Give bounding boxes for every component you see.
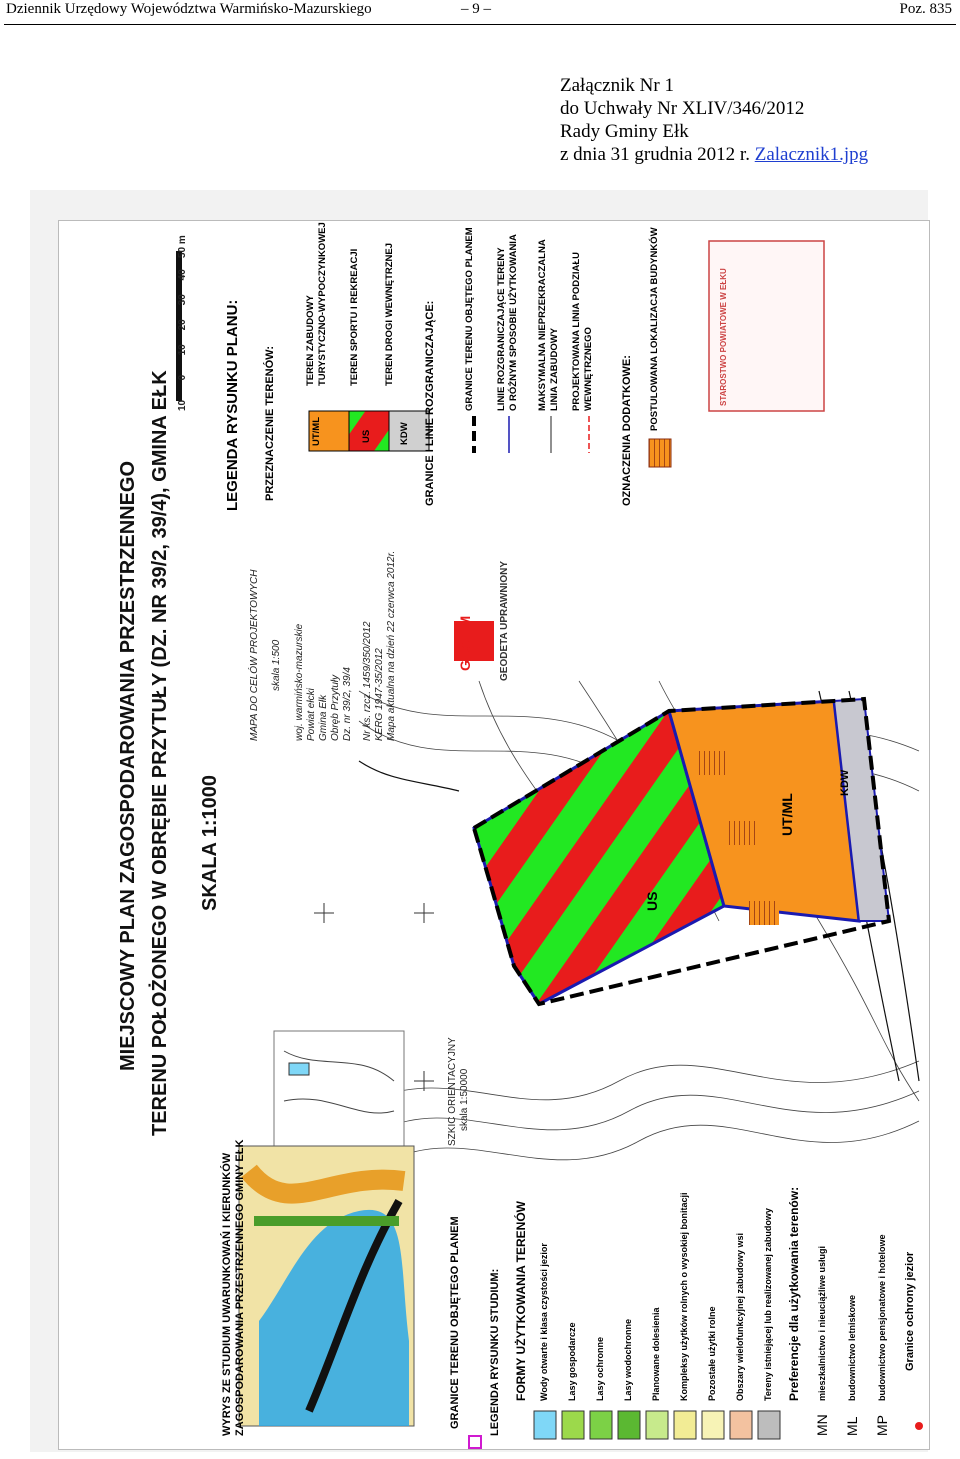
annex-line-4 — [560, 143, 868, 166]
building-location-1 — [699, 751, 729, 775]
annex-date: z dnia 31 grudnia 2012 r. — [560, 144, 750, 165]
building-location-3 — [749, 901, 779, 925]
study-item-9: Tereny istniejącej lub realizowanej zabudowy — [763, 1208, 773, 1401]
legend-us-text: TEREN SPORTU I REKREACJI — [349, 248, 360, 386]
map-scale: SKALA 1:1000 — [199, 775, 221, 911]
annex-line-3: Rady Gminy Ełk — [560, 121, 689, 142]
legend-building-swatch — [649, 439, 671, 467]
legend-boundary-text: GRANICE TERENU OBJĘTEGO PLANEM — [464, 227, 475, 411]
page-header — [4, 0, 956, 24]
base-map-scale: skala 1:500 — [271, 639, 282, 691]
base-map-line-5: Dz. nr 39/2, 39/4 — [342, 667, 353, 741]
study-item-2: Lasy gospodarcze — [567, 1322, 577, 1401]
scale-tick-label: 0 — [177, 374, 188, 381]
annex-heading — [560, 74, 868, 166]
position-number: Poz. 835 — [899, 1, 952, 17]
study-title-2: ZAGOSPODAROWANIA PRZESTRZENNEGO GMINY EŁK — [234, 1139, 246, 1436]
study-pref-text-ml: budownictwo letniskowe — [847, 1294, 857, 1401]
legend-utml-text-2: TURYSTYCZNO-WYPOCZYNKOWEJ — [317, 222, 328, 386]
study-pref-code-ml: ML — [844, 1416, 860, 1436]
study-pref-title: Preferencje dla użytkowania terenów: — [787, 1186, 801, 1401]
legend-kdw-text: TEREN DROGI WEWNĘTRZNEJ — [384, 242, 395, 386]
legend-division-text-2: O RÓŻNYM SPOSOBIE UŻYTKOWANIA — [508, 234, 519, 411]
base-map-line-4: Obręb Przytuły — [330, 674, 341, 741]
study-pref-code-mn: MN — [814, 1414, 830, 1436]
study-legend-swatches — [534, 1411, 923, 1439]
page-number: – 9 – — [461, 1, 491, 17]
zone-kdw-label: KDW — [839, 769, 851, 796]
stamp-title: STAROSTWO POWIATOWE W EŁKU — [719, 268, 728, 406]
legend-purpose-heading: PRZEZNACZENIE TERENÓW: — [264, 345, 276, 501]
building-location-2 — [729, 821, 759, 845]
scale-tick-label: 30 — [177, 294, 188, 306]
scale-tick-label: 10 — [177, 399, 188, 411]
base-map-note: MAPA DO CELÓW PROJEKTOWYCH — [249, 569, 260, 741]
legend-internal-line-text-1: PROJEKTOWANA LINIA PODZIAŁU — [571, 251, 582, 411]
attachment-link[interactable]: Zalacznik1.jpg — [754, 144, 869, 165]
map-title-line-1: MIEJSCOWY PLAN ZAGOSPODAROWANIA PRZESTRZENNEGO — [117, 460, 139, 1071]
inset-sketch — [274, 1031, 404, 1156]
study-item-8: Obszary wielofunkcyjnej zabudowy wsi — [735, 1232, 745, 1401]
legend-building-location-text: POSTULOWANA LOKALIZACJA BUDYNKÓW — [649, 227, 660, 431]
legend-lines-heading: GRANICE I LINIE ROZGRANICZAJĄCE: — [424, 300, 436, 506]
legend-title: LEGENDA RYSUNKU PLANU: — [224, 299, 241, 511]
study-item-5: Planowane dolesienia — [651, 1307, 661, 1401]
plan-map-image — [30, 190, 928, 1452]
legend-kdw-code: KDW — [399, 422, 410, 445]
study-pref-text-mp: budownictwo pensjonatowe i hotelowe — [877, 1234, 887, 1401]
scale-bar-labels — [177, 235, 188, 411]
study-title-1: WYRYS ZE STUDIUM UWARUNKOWAŃ I KIERUNKÓW — [221, 1152, 233, 1436]
annex-line-1: Załącznik Nr 1 — [560, 75, 674, 96]
study-pref-text-mn: mieszkalnictwo i nieuciążliwe usługi — [817, 1245, 827, 1401]
base-map-line-3: Gmina Ełk — [318, 694, 329, 741]
base-map-id-3: Mapa aktualna na dzień 22 czerwca 2012r. — [386, 550, 397, 741]
scale-tick-label: 40 — [177, 269, 188, 281]
inset-scale: skala 1:50000 — [459, 1068, 470, 1131]
scale-tick-label: 50 m — [177, 235, 188, 259]
legend-division-text-1: LINIE ROZGRANICZAJĄCE TERENY — [496, 247, 507, 411]
geotim-name: GEOTIM — [457, 615, 473, 671]
study-item-4: Lasy wodochronne — [623, 1318, 633, 1401]
header-rule — [4, 24, 956, 25]
journal-name: Dziennik Urzędowy Województwa Warmińsko-Mazurskiego — [6, 1, 372, 17]
study-legend-title: LEGENDA RYSUNKU STUDIUM: — [489, 1268, 501, 1436]
legend-us-code: US — [361, 429, 372, 443]
legend-utml-text-1: TEREN ZABUDOWY — [305, 295, 316, 386]
base-map-line-1: woj. warmińsko-mazurskie — [294, 623, 305, 741]
study-protection: Granice ochrony jezior — [904, 1251, 916, 1371]
scale-tick-label: 20 — [177, 319, 188, 331]
legend-building-line-text-2: LINIA ZABUDOWY — [549, 327, 560, 411]
inset-label: SZKIC ORIENTACYJNY — [447, 1037, 458, 1146]
annex-line-2: do Uchwały Nr XLIV/346/2012 — [560, 98, 805, 119]
study-item-6: Kompleksy użytków rolnych o wysokiej bonitacji — [679, 1192, 689, 1401]
zone-us-label: US — [644, 891, 660, 911]
base-map-line-2: Powiat ełcki — [306, 688, 317, 741]
legend-building-line-text-1: MAKSYMALNA NIEPRZEKRACZALNA — [537, 239, 548, 411]
zone-utml-label: UT/ML — [779, 793, 795, 836]
study-area-label: GRANICE TERENU OBJĘTEGO PLANEM — [449, 1216, 461, 1429]
scale-tick-label: 10 — [177, 344, 188, 356]
surveyor-label: GEODETA UPRAWNIONY — [499, 560, 510, 681]
base-map-id-1: Nr ks. rzcz. 1459/350/2012 — [362, 621, 373, 741]
map-title-line-2: TERENU POŁOŻONEGO W OBRĘBIE PRZYTUŁY (DZ. NR 39/2, 39/4), GMINA EŁK — [149, 370, 171, 1136]
study-item-7: Pozostałe użytki rolne — [707, 1306, 717, 1401]
study-forms-title: FORMY UŻYTKOWANIA TERENÓW — [514, 1201, 528, 1401]
base-map-id-2: KERG 1947-35/2012 — [374, 648, 385, 741]
map-sheet — [58, 220, 930, 1450]
study-map — [239, 1146, 414, 1426]
study-item-3: Lasy ochronne — [595, 1336, 605, 1401]
study-item-1: Wody otwarte i klasa czystości jezior — [539, 1243, 549, 1401]
legend-extra-heading: OZNACZENIA DODATKOWE: — [621, 355, 633, 506]
study-pref-code-mp: MP — [874, 1415, 890, 1436]
legend-internal-line-text-2: WEWNĘTRZNEGO — [583, 327, 594, 411]
legend-utml-code: UT/ML — [311, 416, 322, 446]
